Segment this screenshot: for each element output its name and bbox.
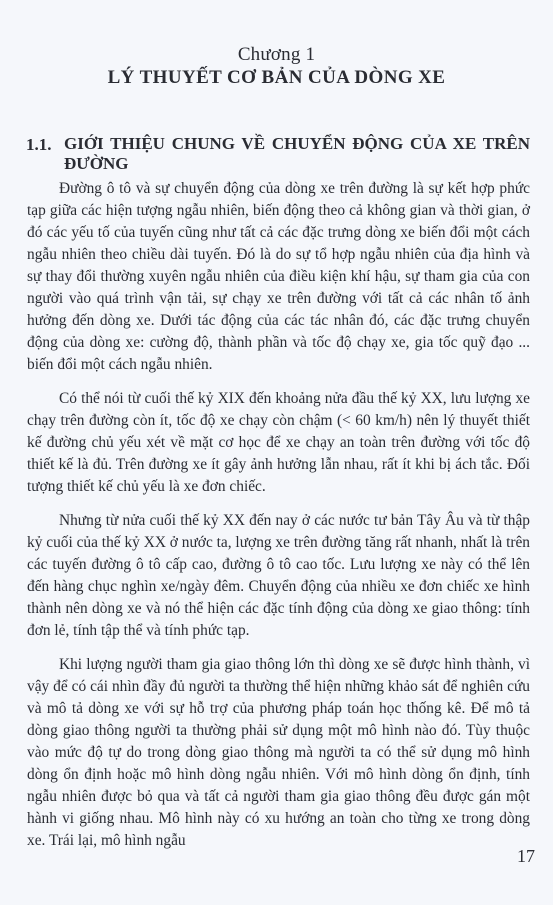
chapter-label: Chương 1 (237, 44, 316, 65)
section-number: 1.1. (26, 135, 52, 154)
paragraph-4: Khi lượng người tham gia giao thông lớn thì dòng xe sẽ được hình thành, vì vậy để có cái nhìn đầy đủ người ta thường thể hiện những khảo sát để nghiên cứu và mô tả dòng xe với sự hỗ trợ của phương pháp toán học thống kê. Để mô tả dòng giao thông người ta thường phải sử dụng một mô hình nào đó. Tùy thuộc vào mức độ tự do trong dòng giao thông mà người ta có thể sử dụng mô hình dòng ổn định hoặc mô hình dòng ngẫu nhiên. Với mô hình dòng ổn định, tính ngẫu nhiên được bỏ qua và tất cả người tham gia giao thông đều được gán một hành vi giống nhau. Mô hình này có xu hướng an toàn cho từng xe trong dòng xe. Trái lại, mô hình ngẫu (27, 656, 530, 849)
paragraph-2: Có thể nói từ cuối thế kỷ XIX đến khoảng nửa đầu thế kỷ XX, lưu lượng xe chạy trên đường còn ít, tốc độ xe chạy còn chậm (< 60 km/h) nên lý thuyết thiết kế đường chủ yếu xét về mặt cơ học để xe chạy an toàn trên đường với tốc độ thiết kế là đủ. Trên đường xe ít gây ảnh hưởng lẫn nhau, rất ít khi bị ách tắc. Đối tượng thiết kế chủ yếu là xe đơn chiếc. (27, 390, 530, 495)
chapter-title: LÝ THUYẾT CƠ BẢN CỦA DÒNG XE (107, 67, 446, 88)
page-number: 17 (517, 846, 535, 866)
paragraph-3: Nhưng từ nửa cuối thế kỷ XX đến nay ở các nước tư bản Tây Âu và từ thập kỷ cuối của thế kỷ XX ở nước ta, lượng xe trên đường tăng rất nhanh, nhất là trên các tuyến đường ô tô cấp cao, đường ô tô cao tốc. Lưu lượng xe này có thể lên đến hàng chục nghìn xe/ngày đêm. Chuyển động của nhiều xe đơn chiếc xe hình thành nên dòng xe và nó thể hiện các đặc tính động của dòng xe giao thông: tính đơn lẻ, tính tập thể và tính phức tạp. (27, 512, 530, 639)
paragraph-1: Đường ô tô và sự chuyển động của dòng xe trên đường là sự kết hợp phức tạp giữa các hiện tượng ngẫu nhiên, biến động theo cả không gian và thời gian, ở đó các yếu tố của tuyến cũng như tất cả các đặc trưng dòng xe biến đổi một cách ngẫu nhiên theo chiều dài tuyến. Đó là do sự tổ hợp ngẫu nhiên của địa hình và sự thay đổi thường xuyên ngẫu nhiên của điều kiện khí hậu, sự tham gia của con người vào quá trình vận tải, sự chạy xe trên đường với tất cả các nhân tố ảnh hưởng đến dòng xe. Dưới tác động của các tác nhân đó, các đặc trưng chuyển động của dòng xe: cường độ, thành phần và tốc độ chạy xe, gia tốc quỹ đạo ... biến đổi một cách ngẫu nhiên. (27, 180, 530, 373)
section-title: GIỚI THIỆU CHUNG VỀ CHUYỂN ĐỘNG CỦA XE TRÊN ĐƯỜNG (64, 134, 530, 173)
body-text (27, 178, 530, 864)
